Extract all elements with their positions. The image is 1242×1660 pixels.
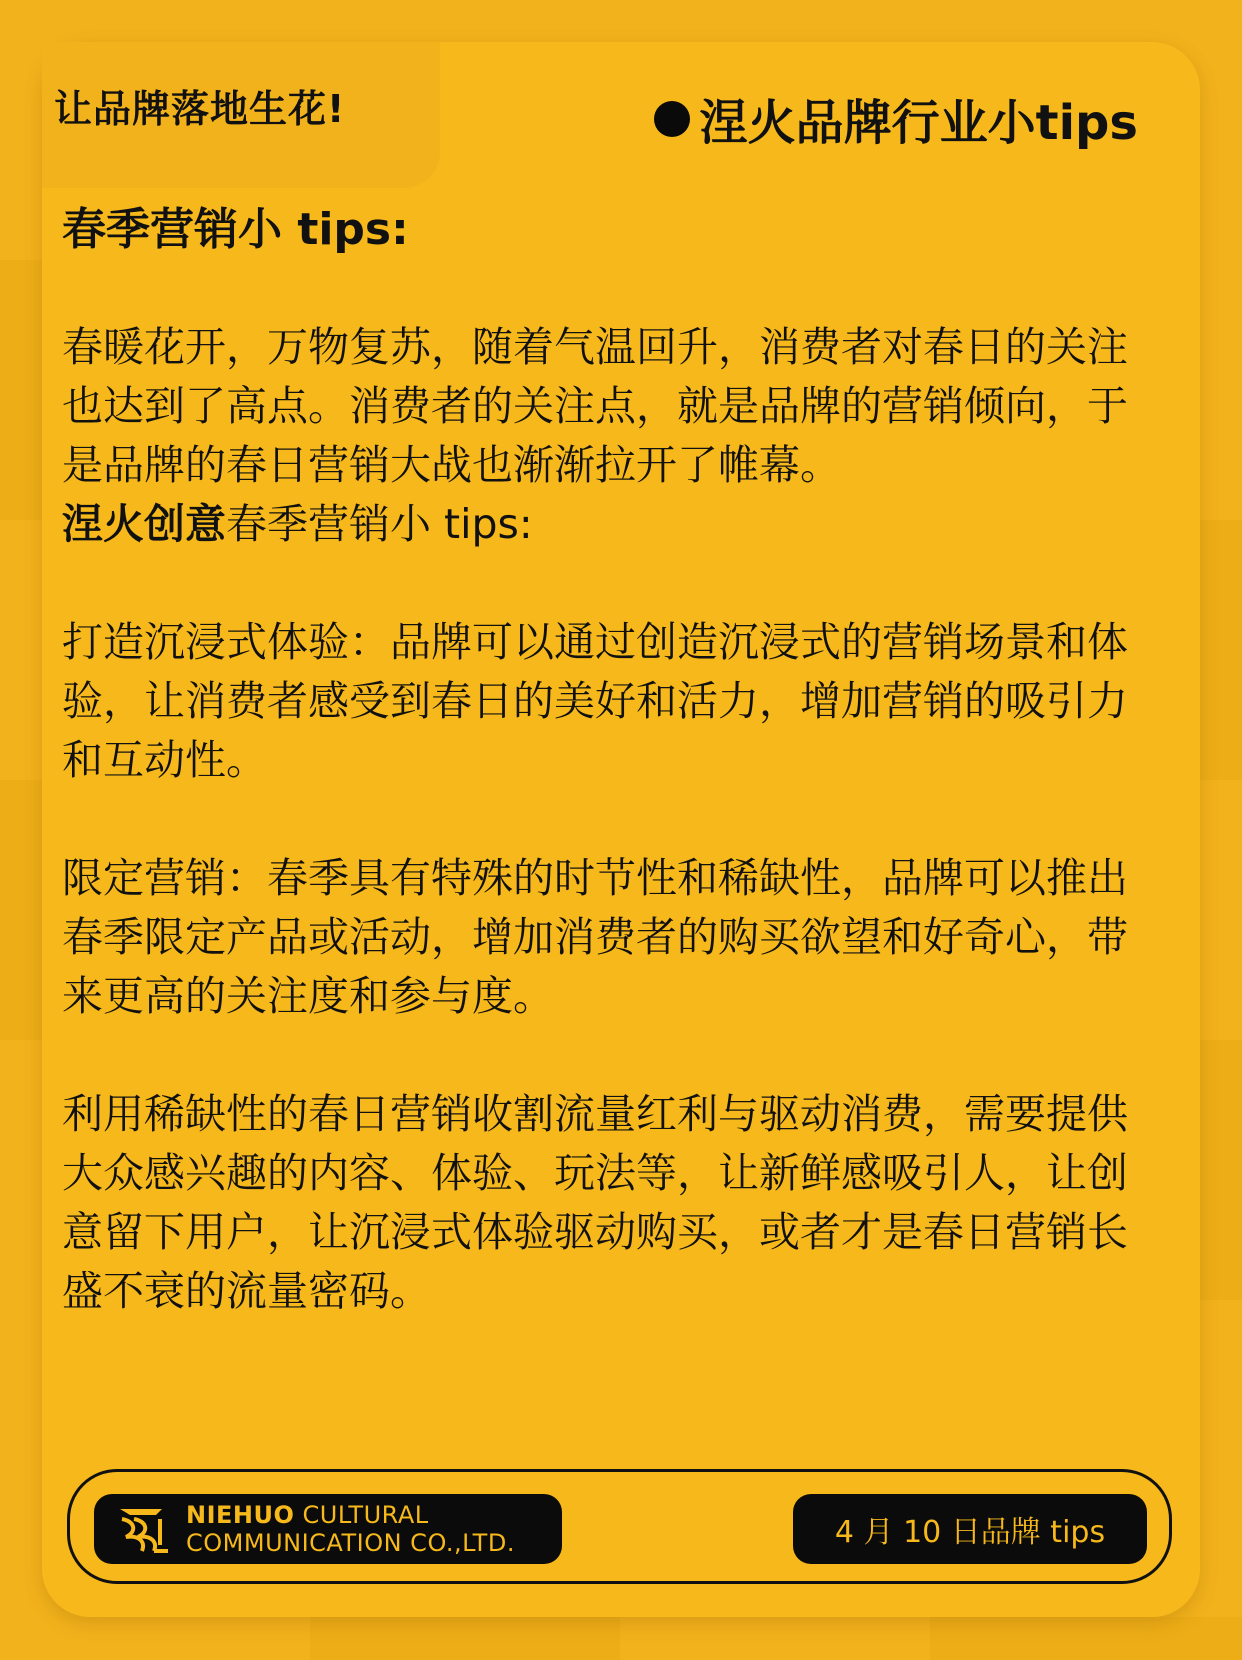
bullet-dot-icon — [654, 101, 690, 137]
background-tile — [1200, 1040, 1242, 1300]
subheading-brand: 涅火创意 — [62, 500, 226, 548]
article-body — [62, 200, 1162, 1321]
page-title-text: 涅火品牌行业小tips — [699, 95, 1138, 151]
subheading — [62, 495, 1162, 554]
date-label: 4 月 10 日品牌 tips — [793, 1494, 1147, 1564]
background-tile — [0, 260, 42, 520]
page-title — [654, 84, 1138, 153]
company-name-bold: NIEHUO — [186, 1501, 295, 1529]
background-tile — [930, 1617, 1242, 1660]
tip-immersive: 打造沉浸式体验：品牌可以通过创造沉浸式的营销场景和体验，让消费者感受到春日的美好和活力，增加营销的吸引力和互动性。 — [62, 618, 1128, 784]
company-logo-pill — [94, 1494, 562, 1564]
article-heading: 春季营销小 tips: — [62, 204, 409, 255]
content-card — [42, 42, 1200, 1617]
background-tile — [0, 780, 42, 1040]
tip-limited: 限定营销：春季具有特殊的时节性和稀缺性，品牌可以推出春季限定产品或活动，增加消费者的购买欲望和好奇心，带来更高的关注度和参与度。 — [62, 854, 1128, 1020]
niehuo-logo-icon — [116, 1501, 172, 1557]
brand-tagline: 让品牌落地生花! — [54, 87, 346, 131]
conclusion-paragraph: 利用稀缺性的春日营销收割流量红利与驱动消费，需要提供大众感兴趣的内容、体验、玩法等，让新鲜感吸引人，让创意留下用户，让沉浸式体验驱动购买，或者才是春日营销长盛不衰的流量密码。 — [62, 1090, 1128, 1315]
subheading-text: 春季营销小 tips: — [226, 500, 533, 548]
background-tile — [310, 1617, 620, 1660]
footer-bar — [67, 1469, 1172, 1584]
company-name-line2: COMMUNICATION CO.,LTD. — [186, 1529, 515, 1557]
company-name-line1: CULTURAL — [294, 1501, 429, 1529]
intro-paragraph: 春暖花开，万物复苏，随着气温回升，消费者对春日的关注也达到了高点。消费者的关注点，就是品牌的营销倾向，于是品牌的春日营销大战也渐渐拉开了帷幕。 — [62, 323, 1128, 489]
background-tile — [1200, 520, 1242, 780]
company-name — [186, 1501, 515, 1557]
